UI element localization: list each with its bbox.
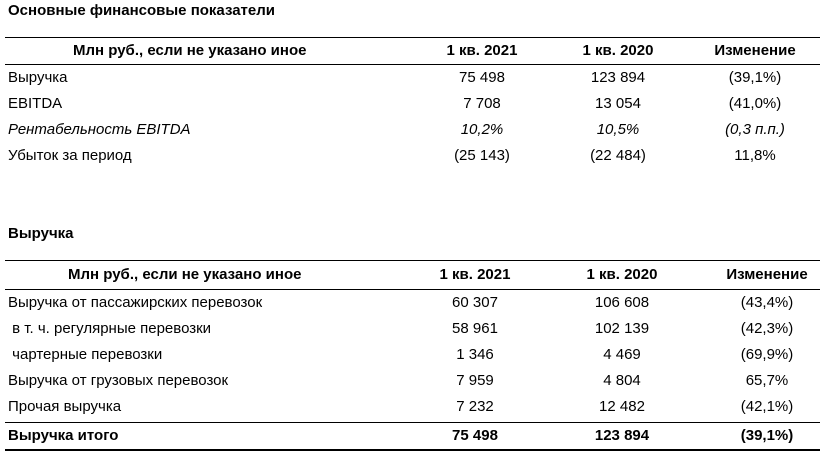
value-q1-2020: 106 608 xyxy=(594,294,650,311)
value-change: (39,1%) xyxy=(728,69,782,86)
row-label: Выручка от грузовых перевозок xyxy=(8,372,229,389)
value-q1-2020: 123 894 xyxy=(594,427,650,444)
row-label: Убыток за период xyxy=(8,147,132,164)
row-label: в т. ч. регулярные перевозки xyxy=(8,320,212,337)
table-header-row xyxy=(5,261,820,289)
value-change: (43,4%) xyxy=(740,294,794,311)
table-row-passenger-revenue xyxy=(5,290,820,316)
table-row-cargo-revenue xyxy=(5,368,820,394)
value-change: 65,7% xyxy=(745,372,789,389)
table-row-total-revenue xyxy=(5,423,820,449)
financials-table xyxy=(5,37,820,169)
row-label: Выручка xyxy=(8,69,68,86)
table-bottom-rule xyxy=(5,449,820,451)
value-change: (42,1%) xyxy=(740,398,794,415)
header-label: Млн руб., если не указано иное xyxy=(73,42,307,59)
value-q1-2021: 7 708 xyxy=(463,95,501,112)
value-q1-2021: 75 498 xyxy=(459,69,505,86)
row-label: Выручка от пассажирских перевозок xyxy=(8,294,263,311)
value-q1-2021: 60 307 xyxy=(452,294,498,311)
header-q1-2020: 1 кв. 2020 xyxy=(586,266,658,283)
value-q1-2020: 123 894 xyxy=(590,69,646,86)
value-q1-2021: 7 959 xyxy=(456,372,494,389)
value-q1-2020: 102 139 xyxy=(594,320,650,337)
value-change: (42,3%) xyxy=(740,320,794,337)
value-change: (39,1%) xyxy=(740,427,794,444)
value-change: (69,9%) xyxy=(740,346,794,363)
value-q1-2021: 7 232 xyxy=(456,398,494,415)
table-header-row xyxy=(5,38,820,64)
value-change: 11,8% xyxy=(734,147,776,164)
header-label: Млн руб., если не указано иное xyxy=(68,266,302,283)
table-row-revenue xyxy=(5,65,820,91)
value-q1-2020: 12 482 xyxy=(599,398,645,415)
value-q1-2021: (25 143) xyxy=(454,147,510,164)
table-row-ebitda xyxy=(5,91,820,117)
table-row-charter-flights xyxy=(5,342,820,368)
section-title-financials: Основные финансовые показатели xyxy=(8,2,275,19)
value-q1-2021: 75 498 xyxy=(452,427,498,444)
table-row-net-loss xyxy=(5,143,820,169)
table-row-scheduled-flights xyxy=(5,316,820,342)
row-label: Рентабельность EBITDA xyxy=(8,121,191,138)
value-q1-2021: 10,2% xyxy=(460,121,504,138)
value-q1-2020: (22 484) xyxy=(590,147,646,164)
row-label: Выручка итого xyxy=(8,427,119,444)
row-label: EBITDA xyxy=(8,95,63,112)
value-q1-2020: 4 469 xyxy=(603,346,641,363)
value-q1-2020: 10,5% xyxy=(596,121,640,138)
value-q1-2021: 1 346 xyxy=(456,346,494,363)
value-q1-2021: 58 961 xyxy=(452,320,498,337)
value-change: (41,0%) xyxy=(728,95,782,112)
header-change: Изменение xyxy=(714,42,796,59)
header-q1-2021: 1 кв. 2021 xyxy=(446,42,518,59)
table-row-other-revenue xyxy=(5,394,820,422)
header-change: Изменение xyxy=(726,266,808,283)
row-label: Прочая выручка xyxy=(8,398,122,415)
value-q1-2020: 4 804 xyxy=(603,372,641,389)
row-label: чартерные перевозки xyxy=(8,346,163,363)
value-q1-2020: 13 054 xyxy=(595,95,641,112)
table-row-ebitda-margin xyxy=(5,117,820,143)
value-change: (0,3 п.п.) xyxy=(725,121,785,138)
revenue-table xyxy=(5,260,820,451)
header-q1-2020: 1 кв. 2020 xyxy=(582,42,654,59)
section-title-revenue: Выручка xyxy=(8,225,74,242)
header-q1-2021: 1 кв. 2021 xyxy=(439,266,511,283)
